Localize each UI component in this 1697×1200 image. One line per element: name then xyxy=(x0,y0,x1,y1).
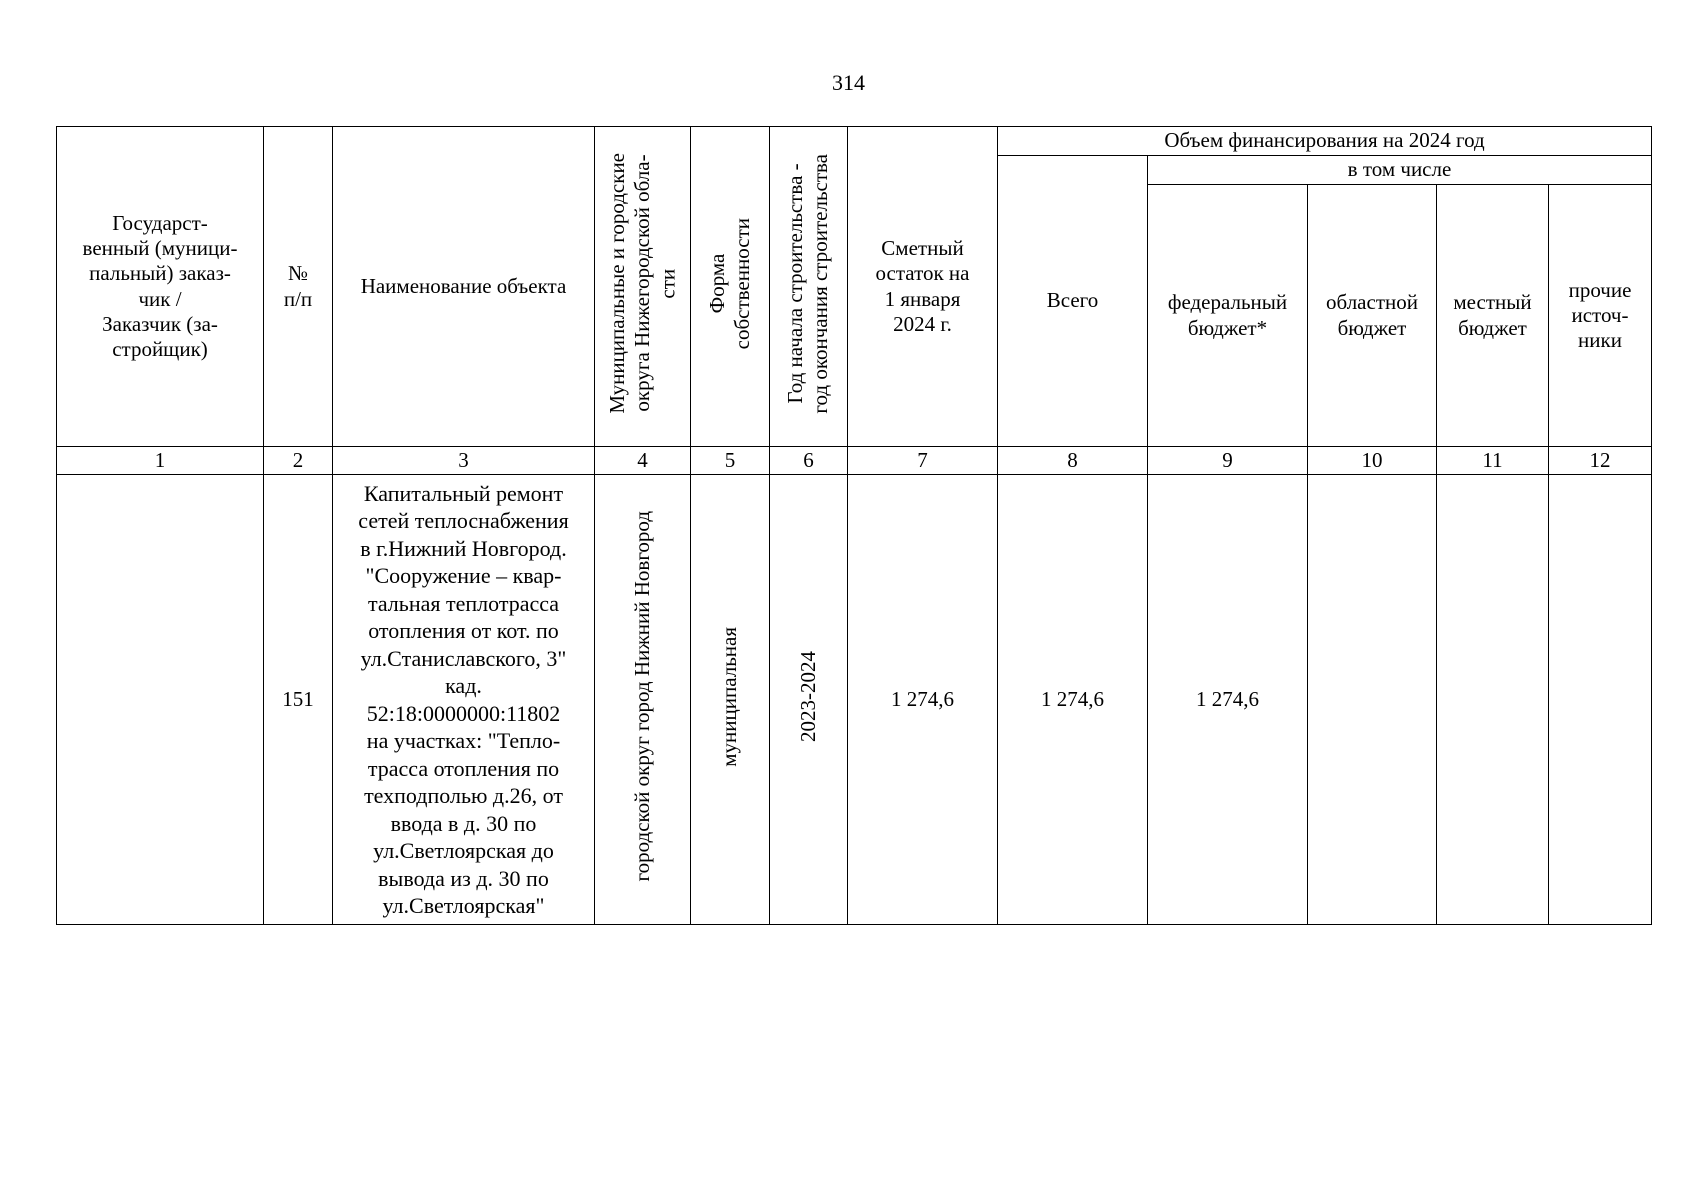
cell-municipality: городской округ город Нижний Новгород xyxy=(629,511,654,882)
cell-federal: 1 274,6 xyxy=(1148,475,1308,925)
page-number: 314 xyxy=(832,70,865,95)
cell-years-cell xyxy=(770,475,848,925)
header-customer: Государст- венный (муници- пальный) заказ- чик / Заказчик (за- стройщик) xyxy=(57,127,264,447)
header-years-cell xyxy=(770,127,848,447)
cell-years: 2023-2024 xyxy=(795,650,820,742)
column-number: 4 xyxy=(595,447,691,475)
cell-local xyxy=(1437,475,1549,925)
column-number: 5 xyxy=(691,447,770,475)
column-number: 10 xyxy=(1308,447,1437,475)
column-number: 3 xyxy=(333,447,595,475)
header-total: Всего xyxy=(998,156,1148,447)
header-years: Год начала строительства - год окончания строительства xyxy=(783,153,833,414)
column-number: 11 xyxy=(1437,447,1549,475)
header-object-name: Наименование объекта xyxy=(333,127,595,447)
header-regional: областной бюджет xyxy=(1308,185,1437,447)
cell-regional xyxy=(1308,475,1437,925)
header-municipality: Муниципальные и городские округа Нижегородской обла- сти xyxy=(604,153,680,414)
header-municipality-cell xyxy=(595,127,691,447)
column-number: 2 xyxy=(264,447,333,475)
cell-total: 1 274,6 xyxy=(998,475,1148,925)
column-number: 1 xyxy=(57,447,264,475)
cell-customer xyxy=(57,475,264,925)
cell-municipality-cell xyxy=(595,475,691,925)
cell-ownership-cell xyxy=(691,475,770,925)
header-number: № п/п xyxy=(264,127,333,447)
header-local: местный бюджет xyxy=(1437,185,1549,447)
column-number: 6 xyxy=(770,447,848,475)
column-number: 8 xyxy=(998,447,1148,475)
cell-number: 151 xyxy=(264,475,333,925)
cell-estimate-remainder: 1 274,6 xyxy=(848,475,998,925)
header-other: прочие источ- ники xyxy=(1549,185,1652,447)
cell-object-name: Капитальный ремонт сетей теплоснабжения в г.Нижний Новгород. "Сооружение – квар- тальная теплотрасса отопления от кот. по ул.Станиславского, 3" кад. 52:18:0000000:11802 на участках: "Тепло- трасса отопления по техподполью д.26, от ввода в д. 30 по ул.Светлоярская до вывода из д. 30 по ул.Светлоярская" xyxy=(333,475,595,925)
header-funding-title: Объем финансирования на 2024 год xyxy=(998,127,1652,156)
column-number: 7 xyxy=(848,447,998,475)
header-ownership-cell xyxy=(691,127,770,447)
header-estimate-remainder: Сметный остаток на 1 января 2024 г. xyxy=(848,127,998,447)
cell-other xyxy=(1549,475,1652,925)
column-number: 12 xyxy=(1549,447,1652,475)
funding-table xyxy=(56,126,1652,925)
header-federal: федеральный бюджет* xyxy=(1148,185,1308,447)
cell-ownership: муниципальная xyxy=(717,626,742,767)
header-ownership: Форма собственности xyxy=(704,217,754,350)
column-number: 9 xyxy=(1148,447,1308,475)
header-including: в том числе xyxy=(1148,156,1652,185)
table-row xyxy=(57,475,1652,925)
